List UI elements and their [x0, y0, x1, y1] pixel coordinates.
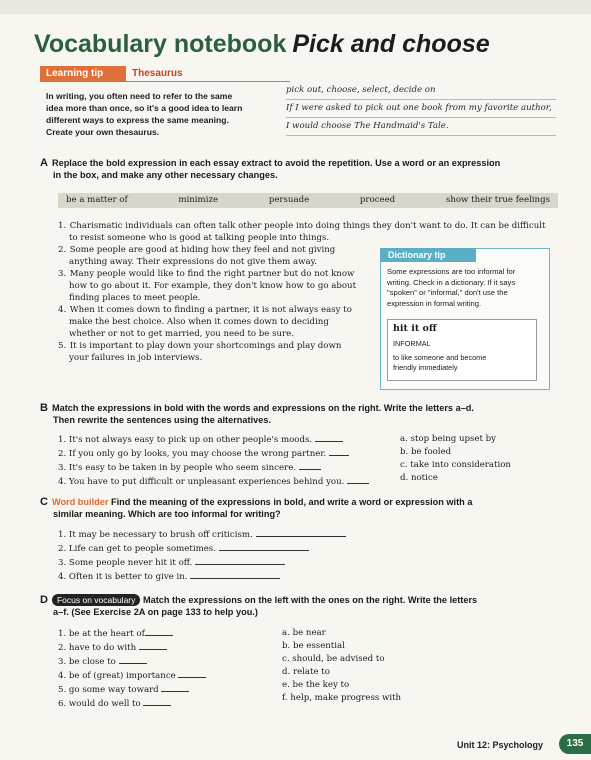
match-item: 2. If you only go by looks, you may choose the wrong partner.: [58, 447, 369, 461]
answer-blank[interactable]: [143, 697, 171, 706]
page-number: 135: [559, 734, 591, 754]
handwriting-line: pick out, choose, select, decide on: [286, 82, 556, 100]
section-a-instruction: [40, 157, 550, 181]
title-main: Vocabulary notebook: [34, 30, 287, 58]
unit-label: Unit 12: Psychology: [457, 740, 544, 750]
match-option: b. be essential: [282, 641, 345, 651]
instruction-line: Replace the bold expression in each essay extract to avoid the repetition. Use a word or an expression: [51, 158, 501, 168]
answer-blank[interactable]: [219, 542, 309, 551]
answer-blank[interactable]: [119, 655, 147, 664]
top-strip: [0, 0, 591, 14]
section-letter: C: [40, 496, 48, 508]
section-d-instruction: [40, 594, 550, 618]
tip-line: In writing, you often need to refer to the same: [46, 91, 233, 101]
instruction-line: Then rewrite the sentences using the alternatives.: [53, 415, 272, 425]
section-letter: D: [40, 594, 48, 606]
match-item: 5. go some way toward: [58, 683, 206, 697]
box-word: show their true feelings: [445, 195, 550, 205]
match-item: 1. be at the heart of: [58, 627, 206, 641]
match-item: 1. It's not always easy to pick up on other people's moods.: [58, 433, 369, 447]
definition: to like someone and become friendly immediately: [393, 353, 487, 372]
register-label: INFORMAL: [393, 339, 431, 348]
answer-blank[interactable]: [195, 556, 285, 565]
match-item: 3. It's easy to be taken in by people who seem sincere.: [58, 461, 369, 475]
answer-blank[interactable]: [256, 528, 346, 537]
instruction-line: Match the expressions on the left with the ones on the right. Write the letters: [142, 595, 478, 605]
list-item: 2. Some people are good at hiding how they feel and not giving anything away. Their expressions do not give them away.: [58, 245, 336, 267]
dictionary-tip-tab: Dictionary tip: [380, 248, 476, 262]
section-b-instruction: [40, 402, 550, 426]
dictionary-tip-text: Some expressions are too informal for writing. Check in a dictionary. If it says "spoken" or "informal," don't use the expression in formal writing.: [387, 267, 516, 308]
instruction-line: a–f. (See Exercise 2A on page 133 to help you.): [53, 607, 258, 617]
answer-blank[interactable]: [299, 461, 321, 470]
section-letter: A: [40, 157, 48, 169]
section-d-left: [58, 627, 206, 711]
tip-line: different ways to express the same meaning.: [46, 115, 229, 125]
section-d-right: [282, 627, 401, 705]
list-item: 5. It is important to play down your shortcomings and play down your failures in job interviews.: [58, 341, 342, 363]
handwriting-line: I would choose The Handmaid's Tale.: [286, 118, 556, 136]
match-option: c. take into consideration: [400, 460, 511, 470]
match-item: 6. would do well to: [58, 697, 206, 711]
list-item: 4. When it comes down to finding a partner, it is not always easy to make the best choice. Also when it comes down to deciding whether or not to get married, you need to be sure.: [58, 305, 352, 339]
section-b-right: [400, 433, 511, 485]
list-item: 1. It may be necessary to brush off criticism.: [58, 528, 346, 542]
word-builder-label: Word builder: [51, 497, 109, 507]
list-item: 4. Often it is better to give in.: [58, 570, 346, 584]
answer-blank[interactable]: [190, 570, 280, 579]
answer-blank[interactable]: [315, 433, 343, 442]
answer-blank[interactable]: [161, 683, 189, 692]
match-item: 4. be of (great) importance: [58, 669, 206, 683]
section-c-instruction: [40, 496, 550, 520]
title-sub: Pick and choose: [292, 30, 490, 58]
match-option: e. be the key to: [282, 680, 350, 690]
answer-blank[interactable]: [178, 669, 206, 678]
list-item: 2. Life can get to people sometimes.: [58, 542, 346, 556]
instruction-line: Find the meaning of the expressions in bold, and write a word or expression with a: [111, 497, 473, 507]
learning-tip-heading: Thesaurus: [126, 66, 189, 81]
match-item: 3. be close to: [58, 655, 206, 669]
answer-blank[interactable]: [145, 627, 173, 636]
list-item: 3. Some people never hit it off.: [58, 556, 346, 570]
instruction-line: similar meaning. Which are too informal for writing?: [53, 509, 281, 519]
box-word: be a matter of: [66, 195, 128, 205]
match-option: a. stop being upset by: [400, 434, 497, 444]
match-option: c. should, be advised to: [282, 654, 385, 664]
headword: hit it off: [393, 323, 437, 334]
box-word: proceed: [359, 195, 396, 205]
answer-blank[interactable]: [329, 447, 349, 456]
match-option: a. be near: [282, 628, 326, 638]
learning-tip-text: [46, 90, 276, 138]
tip-divider: [40, 81, 290, 82]
match-option: b. be fooled: [400, 447, 452, 457]
focus-pill: Focus on vocabulary: [52, 594, 140, 606]
handwriting-line: If I were asked to pick out one book from my favorite author,: [286, 100, 556, 118]
box-word: minimize: [178, 195, 219, 205]
match-option: f. help, make progress with: [282, 693, 402, 703]
match-item: 4. You have to put difficult or unpleasant experiences behind you.: [58, 475, 369, 489]
instruction-line: Match the expressions in bold with the words and expressions on the right. Write the letters a–d.: [51, 403, 474, 413]
match-option: d. notice: [400, 473, 438, 483]
learning-tip-tab: Learning tip: [40, 66, 130, 81]
tip-line: Create your own thesaurus.: [46, 127, 160, 137]
match-option: d. relate to: [282, 667, 330, 677]
answer-blank[interactable]: [139, 641, 167, 650]
list-item: 1. Charismatic individuals can often talk other people into doing things they don't want to do. It can be difficult to resist someone who is good at talking people into things.: [58, 221, 546, 243]
answer-blank[interactable]: [347, 475, 369, 484]
instruction-line: in the box, and make any other necessary changes.: [53, 170, 278, 180]
dictionary-entry: [387, 319, 537, 381]
dictionary-tip-box: [380, 248, 550, 390]
section-b-left: [58, 433, 369, 489]
match-item: 2. have to do with: [58, 641, 206, 655]
list-item: 3. Many people would like to find the right partner but do not know how to go about it. For example, they don't know how to go about finding places to meet people.: [58, 269, 357, 303]
section-c-items: [58, 528, 346, 584]
word-box: [58, 193, 558, 208]
box-word: persuade: [268, 195, 310, 205]
page-title: [34, 30, 490, 59]
handwritten-notes: [286, 82, 556, 136]
section-letter: B: [40, 402, 48, 414]
tip-line: idea more than once, so it's a good idea to learn: [46, 103, 243, 113]
